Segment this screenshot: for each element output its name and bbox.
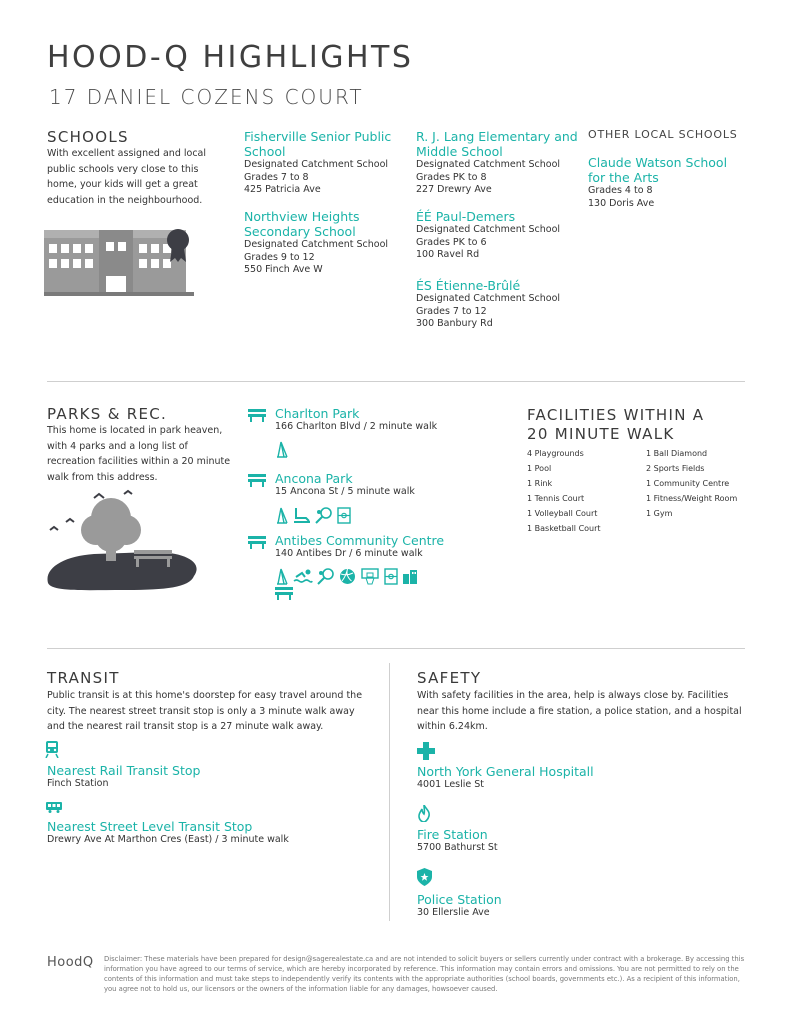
basketball-icon (360, 568, 380, 585)
facility-item: 1 Gym (646, 509, 673, 518)
park-name[interactable]: Antibes Community Centre (275, 533, 445, 548)
other-schools-title: OTHER LOCAL SCHOOLS (588, 128, 738, 141)
footer-disclaimer: Disclaimer: These materials have been prepared for design@sagerealestate.ca and are not intended to solicit buyers or sellers currently under contract with a brokerage. By accessing this information you have agreed to our terms of service, which are hereby incorporated by reference. This information may contain errors and omissions. You are not permitted to rely on the contents of this information and must take steps to independently verify its contents with the appropriate authorities (school boards, governments etc.). As a recipient of this information, you agree not to hold us, our licensors or the owners of the information liable for any damages, howsoever caused. (104, 955, 745, 993)
school-type: Designated Catchment School (244, 239, 389, 250)
playground-icon (275, 568, 289, 585)
facility-item: 1 Ball Diamond (646, 449, 708, 458)
train-icon (45, 741, 59, 758)
facility-item: 2 Sports Fields (646, 464, 705, 473)
police-station-value: 30 Ellerslie Ave (417, 907, 490, 918)
column-divider (389, 663, 390, 921)
school-grades: Grades 4 to 8 (588, 185, 653, 196)
fire-station-value: 5700 Bathurst St (417, 842, 498, 853)
facility-item: 1 Tennis Court (527, 494, 585, 503)
facility-item: 1 Fitness/Weight Room (646, 494, 738, 503)
school-name[interactable]: Claude Watson School for the Arts (588, 155, 728, 185)
facilities-list-right (646, 446, 737, 521)
bench-icon (248, 474, 266, 487)
page-title: HOOD-Q HIGHLIGHTS (47, 40, 414, 75)
sports-field-icon (337, 507, 351, 524)
school-type: Designated Catchment School (416, 159, 561, 170)
school-name[interactable]: R. J. Lang Elementary and Middle School (416, 129, 578, 159)
facility-item: 1 Pool (527, 464, 552, 473)
park-detail: 15 Ancona St / 5 minute walk (275, 486, 415, 497)
transit-title: TRANSIT (47, 669, 120, 687)
bench-icon (248, 536, 266, 549)
rink-icon (293, 507, 311, 524)
facility-item: 1 Basketball Court (527, 524, 601, 533)
school-address: 227 Drewry Ave (416, 184, 492, 195)
transit-description: Public transit is at this home's doorstep for easy travel around the city. The nearest street transit stop is only a 3 minute walk away and the nearest rail transit stop is a 27 minute walk away. (47, 690, 363, 732)
tennis-icon (317, 568, 335, 585)
police-shield-icon (417, 868, 432, 886)
schools-description: With excellent assigned and local public schools very close to this home, your kids will get a great education in the neighbourhood. (47, 148, 207, 206)
hospital-cross-icon (417, 742, 435, 760)
facility-item: 1 Community Centre (646, 479, 730, 488)
section-divider (47, 381, 745, 382)
volleyball-icon (339, 568, 356, 585)
park-name[interactable]: Ancona Park (275, 471, 353, 486)
facility-item: 1 Volleyball Court (527, 509, 598, 518)
school-address: 425 Patricia Ave (244, 184, 321, 195)
school-grades: Grades 7 to 8 (244, 171, 309, 183)
facilities-list-left (527, 446, 601, 536)
school-grades: Grades 9 to 12 (244, 251, 315, 263)
rail-transit-value: Finch Station (47, 778, 109, 789)
page-address: 17 DANIEL COZENS COURT (49, 85, 364, 109)
section-divider (47, 648, 745, 649)
school-building-illustration (44, 226, 194, 296)
street-transit-value: Drewry Ave At Marthon Cres (East) / 3 minute walk (47, 834, 289, 845)
tennis-icon (315, 507, 333, 524)
school-address: 550 Finch Ave W (244, 264, 323, 275)
school-type: Designated Catchment School (416, 224, 561, 235)
safety-title: SAFETY (417, 669, 482, 687)
school-name[interactable]: Northview Heights Secondary School (244, 209, 360, 239)
hoodq-logo: HoodQ (47, 955, 94, 970)
parks-title: PARKS & REC. (47, 405, 168, 423)
street-transit-label[interactable]: Nearest Street Level Transit Stop (47, 819, 253, 834)
park-name[interactable]: Charlton Park (275, 406, 360, 421)
parks-description: This home is located in park heaven, with 4 parks and a long list of recreation facilities within a 20 minute walk from this address. (47, 425, 231, 483)
school-type: Designated Catchment School (244, 159, 389, 170)
school-name[interactable]: ÉS Étienne-Brûlé (416, 278, 521, 293)
school-address: 130 Doris Ave (588, 197, 655, 209)
school-name[interactable]: ÉÉ Paul-Demers (416, 209, 516, 224)
playground-icon (275, 507, 289, 524)
school-grades: Grades PK to 8 (416, 171, 487, 183)
park-detail: 140 Antibes Dr / 6 minute walk (275, 548, 423, 559)
playground-icon (275, 441, 289, 458)
park-illustration (44, 488, 204, 593)
facilities-title: FACILITIES WITHIN A 20 MINUTE WALK (527, 406, 705, 443)
school-grades: Grades PK to 6 (416, 236, 487, 248)
safety-description: With safety facilities in the area, help is always close by. Facilities near this home include a fire station, a police station, and a hospital within 6.24km. (417, 690, 742, 732)
gym-icon (402, 568, 418, 585)
school-address: 300 Banbury Rd (416, 318, 493, 329)
park-detail: 166 Charlton Blvd / 2 minute walk (275, 421, 438, 432)
school-address: 100 Ravel Rd (416, 249, 480, 260)
hospital-value: 4001 Leslie St (417, 779, 485, 790)
facility-item: 1 Rink (527, 479, 553, 488)
bench-icon (248, 409, 266, 422)
hospital-label[interactable]: North York General Hospitall (417, 764, 594, 779)
fire-icon (418, 805, 430, 822)
schools-title: SCHOOLS (47, 128, 129, 146)
school-grades: Grades 7 to 12 (416, 305, 487, 317)
swimming-icon (293, 568, 313, 585)
rail-transit-label[interactable]: Nearest Rail Transit Stop (47, 763, 201, 778)
fire-station-label[interactable]: Fire Station (417, 827, 488, 842)
police-station-label[interactable]: Police Station (417, 892, 502, 907)
bench-icon (275, 587, 293, 600)
school-type: Designated Catchment School (416, 293, 561, 304)
bus-icon (46, 802, 62, 813)
school-name[interactable]: Fisherville Senior Public School (244, 129, 392, 159)
facility-item: 4 Playgrounds (527, 449, 584, 458)
sports-field-icon (384, 568, 398, 585)
